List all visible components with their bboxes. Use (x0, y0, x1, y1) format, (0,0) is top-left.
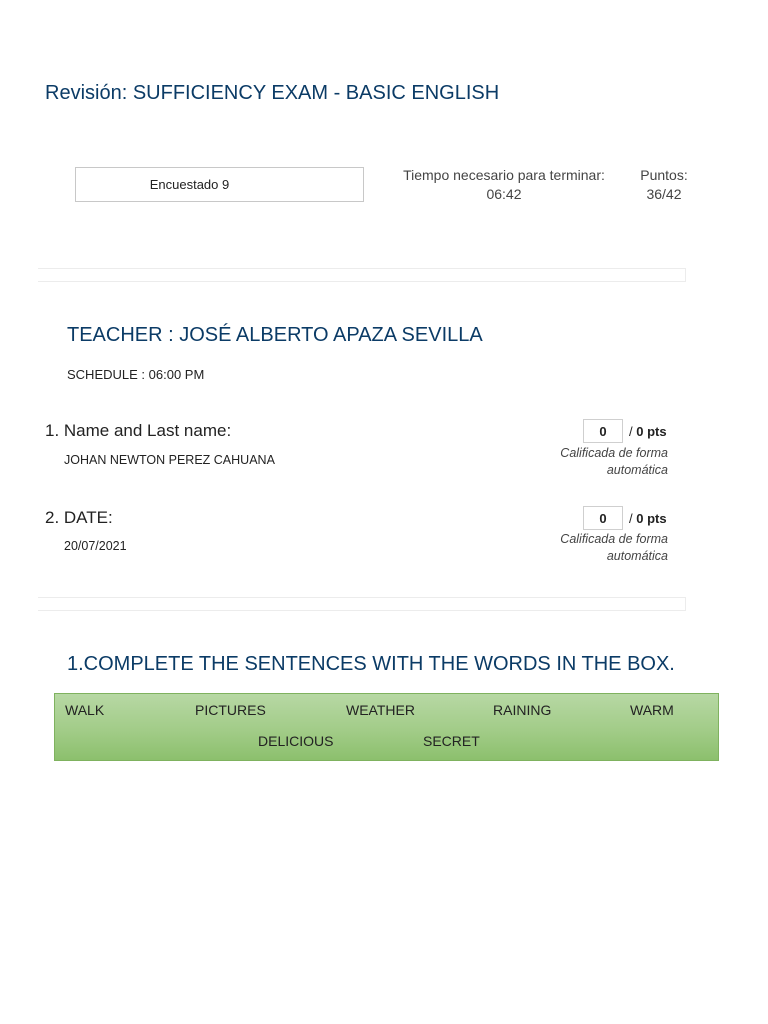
time-label: Tiempo necesario para terminar: (403, 167, 605, 183)
score-total (629, 424, 667, 439)
question-answer: 20/07/2021 (64, 539, 127, 553)
question-title: 2. DATE: (45, 508, 113, 527)
score-separator: / (629, 424, 637, 439)
points-value: 36/42 (646, 186, 682, 202)
word-bank-item: SECRET (423, 733, 480, 749)
respondent-field (75, 167, 364, 202)
score-input[interactable]: 0 (583, 419, 623, 443)
score-input[interactable]: 0 (583, 506, 623, 530)
section-divider (38, 268, 686, 282)
respondent-label: Encuestado 9 (149, 177, 230, 192)
question-title: 1. Name and Last name: (45, 421, 232, 440)
question-answer: JOHAN NEWTON PEREZ CAHUANA (64, 453, 275, 467)
score-total-value: 0 pts (636, 511, 667, 526)
schedule-time: 06:00 PM (148, 367, 205, 382)
score-separator: / (629, 511, 637, 526)
auto-graded-note-line2: automática (606, 549, 668, 563)
auto-graded-note-line1: Calificada de forma (560, 446, 668, 460)
word-bank-item: WARM (630, 702, 674, 718)
word-bank-item: DELICIOUS (258, 733, 334, 749)
score-total-value: 0 pts (636, 424, 667, 439)
page-title: Revisión: SUFFICIENCY EXAM - BASIC ENGLISH (45, 82, 500, 104)
schedule-text (67, 367, 204, 382)
word-bank-item: RAINING (493, 702, 552, 718)
section-divider (38, 597, 686, 611)
word-bank-item: PICTURES (195, 702, 266, 718)
word-bank-item: WALK (65, 702, 105, 718)
auto-graded-note (508, 445, 668, 479)
points-label: Puntos: (640, 167, 688, 183)
score-total (629, 511, 667, 526)
word-bank-item: WEATHER (346, 702, 415, 718)
auto-graded-note-line1: Calificada de forma (560, 532, 668, 546)
time-value: 06:42 (486, 186, 522, 202)
teacher-heading: TEACHER : JOSÉ ALBERTO APAZA SEVILLA (67, 324, 483, 346)
exercise-title: 1.COMPLETE THE SENTENCES WITH THE WORDS IN THE BOX. (67, 653, 675, 675)
auto-graded-note (508, 531, 668, 565)
auto-graded-note-line2: automática (606, 463, 668, 477)
schedule-label: SCHEDULE : (67, 367, 149, 382)
